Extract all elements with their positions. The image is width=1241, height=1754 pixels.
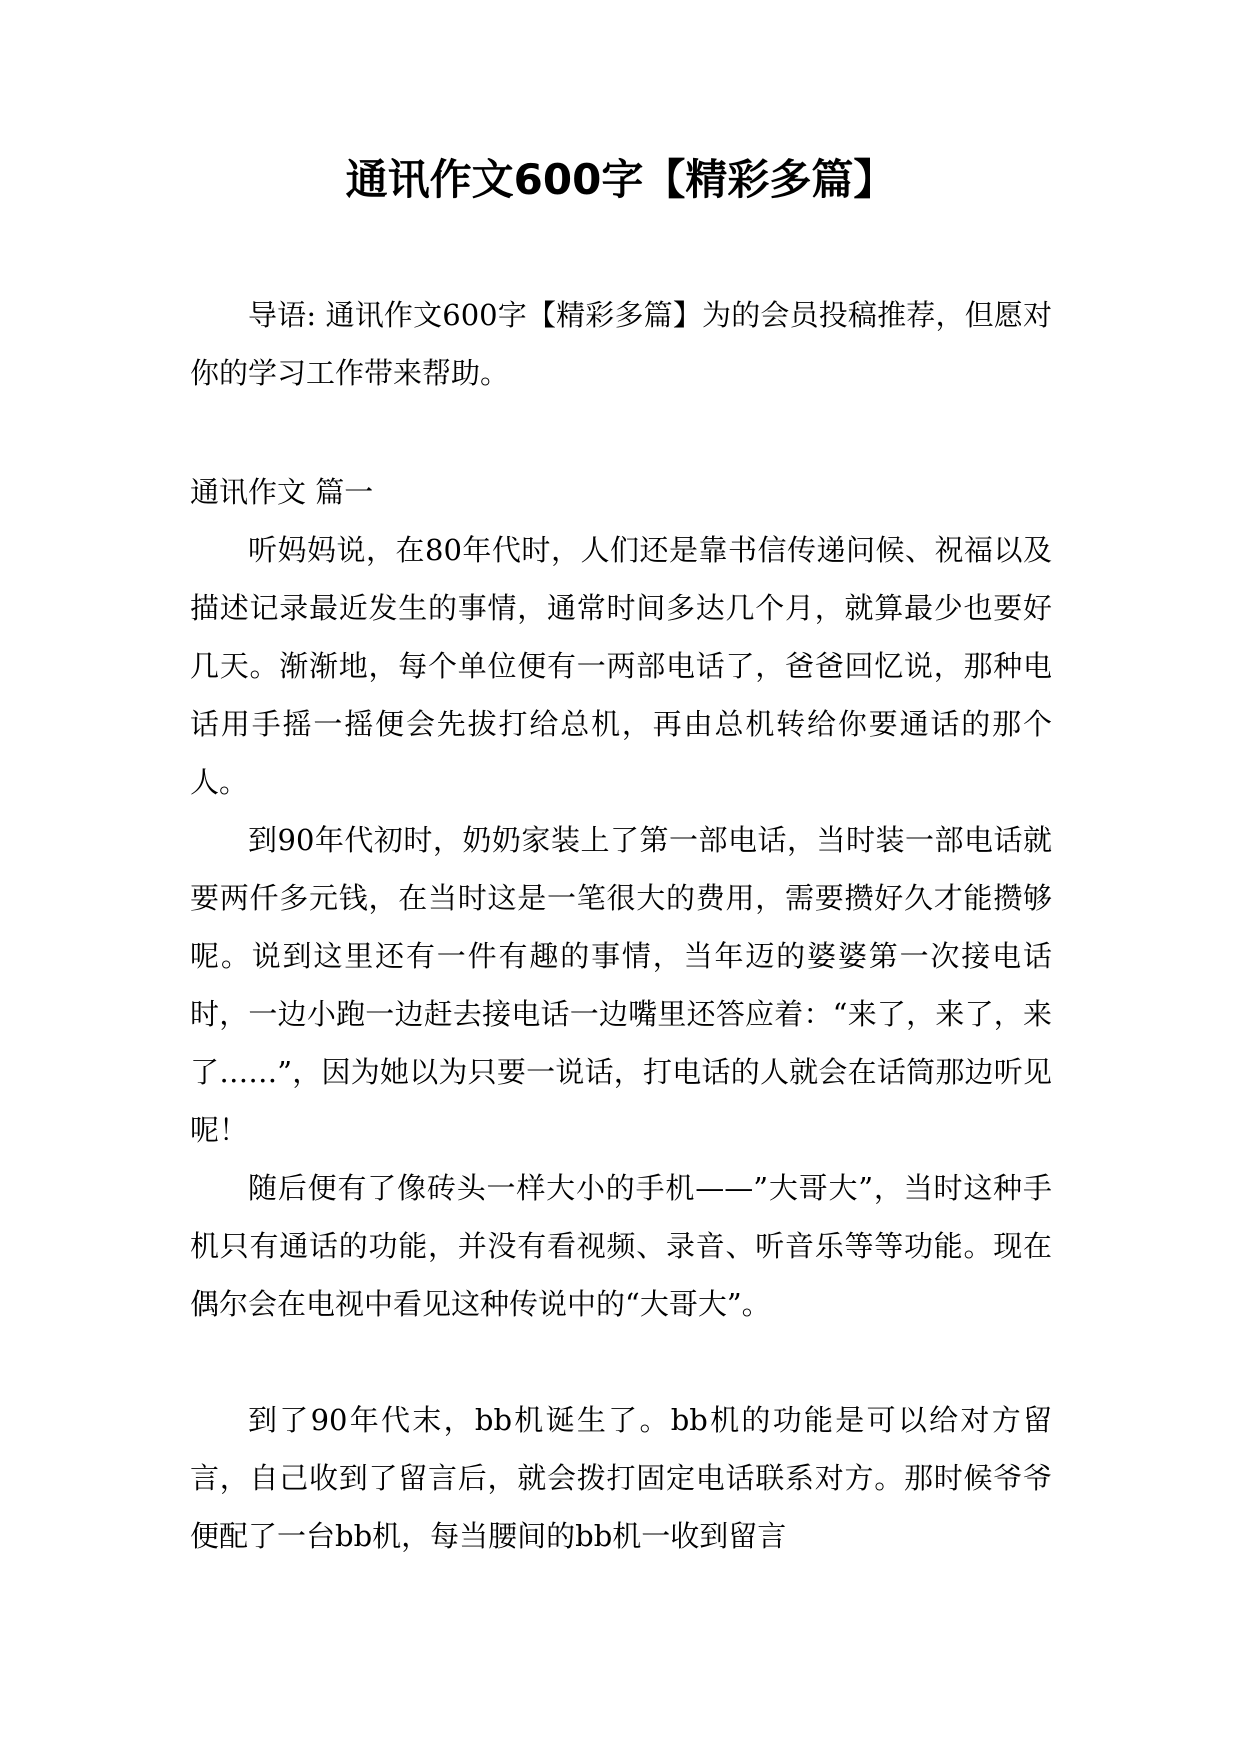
body-paragraph: 随后便有了像砖头一样大小的手机——”大哥大”，当时这种手机只有通话的功能，并没有看视频、录音、听音乐等等功能。现在偶尔会在电视中看见这种传说中的“大哥大”。	[190, 1171, 1052, 1321]
body-paragraph: 到了90年代末，bb机诞生了。bb机的功能是可以给对方留言，自己收到了留言后，就会拨打固定电话联系对方。那时候爷爷便配了一台bb机，每当腰间的bb机一收到留言	[190, 1403, 1052, 1553]
intro-paragraph: 导语: 通讯作文600字【精彩多篇】为的会员投稿推荐，但愿对你的学习工作带来帮助。	[190, 298, 1052, 390]
document-title: 通讯作文600字【精彩多篇】	[345, 155, 896, 204]
body-paragraph: 听妈妈说，在80年代时，人们还是靠书信传递问候、祝福以及描述记录最近发生的事情，通常时间多达几个月，就算最少也要好几天。渐渐地，每个单位便有一两部电话了，爸爸回忆说，那种电话用手摇一摇便会先拔打给总机，再由总机转给你要通话的那个人。	[190, 533, 1052, 799]
body-paragraph: 到90年代初时，奶奶家装上了第一部电话，当时装一部电话就要两仟多元钱，在当时这是一笔很大的费用，需要攒好久才能攒够呢。说到这里还有一件有趣的事情，当年迈的婆婆第一次接电话时，一边小跑一边赶去接电话一边嘴里还答应着：“来了，来了，来了……”，因为她以为只要一说话，打电话的人就会在话筒那边听见呢！	[190, 823, 1052, 1147]
section-heading: 通讯作文 篇一	[190, 475, 374, 509]
